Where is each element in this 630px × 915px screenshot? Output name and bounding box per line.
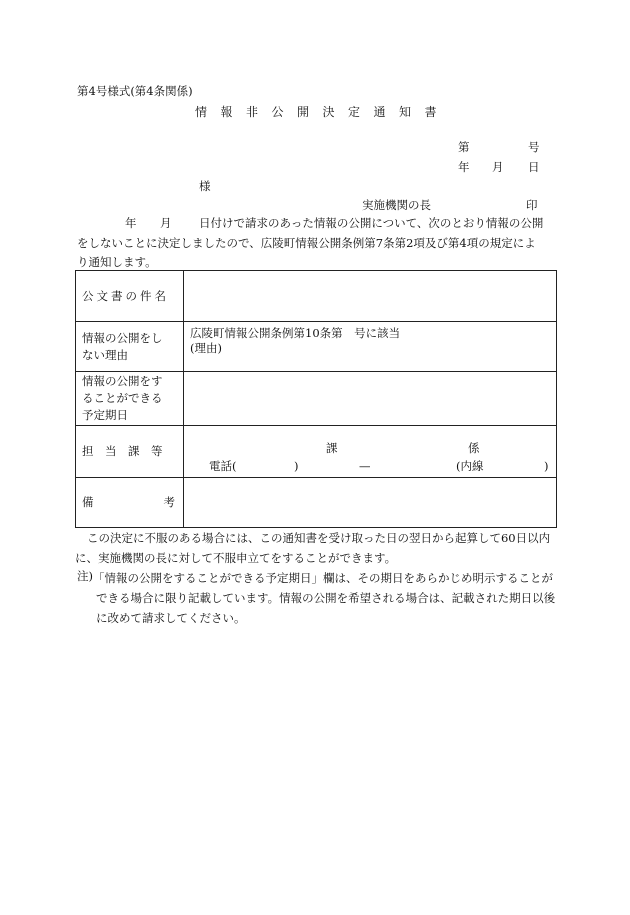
objection-notice: この決定に不服のある場合には、この通知書を受け取った日の翌日から起算して60日以内に、実施機関の長に対して不服申立てをすることができます。 xyxy=(75,531,551,565)
reason-clause: 広陵町情報公開条例第10条第 号に該当 xyxy=(190,326,401,340)
label-department-text: 担 当 課 等 xyxy=(82,444,163,458)
number-label-dai: 第 xyxy=(458,140,470,154)
table-row-department xyxy=(76,426,557,478)
date-nen: 年 xyxy=(458,160,470,174)
label-remarks xyxy=(76,478,184,528)
department-kakari: 係 xyxy=(468,441,480,455)
label-scheduled-date xyxy=(76,372,184,426)
label-subject-text: 公文書の件名 xyxy=(82,288,169,303)
department-ka: 課 xyxy=(326,441,338,455)
number-label-go: 号 xyxy=(528,140,540,154)
label-remarks-b: 考 xyxy=(163,495,175,509)
document-title: 情報非公開決定通知書 xyxy=(195,105,451,119)
label-remarks-a: 備 xyxy=(82,495,94,509)
reason-label: (理由) xyxy=(190,341,222,355)
intro-line2: をしないことに決定しましたので、広陵町情報公開条例第7条第2項及び第4項の規定によ xyxy=(77,236,536,250)
note-text: 「情報の公開をすることができる予定期日」欄は、その期日をあらかじめ明示することができる場合に限り記載しています。情報の公開を希望される場合は、記載された期日以後に改めて請求してください。 xyxy=(93,571,556,625)
form-number: 第4号様式(第4条関係) xyxy=(77,84,193,98)
date-tsuki: 月 xyxy=(492,160,504,174)
extension-close: ) xyxy=(544,459,549,473)
note-prefix: 注) xyxy=(77,569,93,583)
form-table xyxy=(75,270,557,528)
intro-nen: 年 xyxy=(125,216,137,230)
intro-line3: り通知します。 xyxy=(77,255,157,269)
seal-mark: 印 xyxy=(526,198,538,212)
phone-label: 電話( xyxy=(209,459,237,473)
value-reason xyxy=(184,322,557,372)
value-department xyxy=(184,426,557,478)
sender-title: 実施機関の長 xyxy=(362,198,431,212)
label-reason-text: 情報の公開をしない理由 xyxy=(82,330,163,362)
table-row-scheduled-date xyxy=(76,372,557,426)
label-department xyxy=(76,426,184,478)
phone-dash: — xyxy=(359,459,371,473)
phone-close: ) xyxy=(294,459,299,473)
intro-line1-text: 日付けで請求のあった情報の公開について、次のとおり情報の公開 xyxy=(199,216,544,230)
value-subject xyxy=(184,271,557,322)
label-scheduled-date-text: 情報の公開をすることができる予定期日 xyxy=(82,374,163,422)
label-reason xyxy=(76,322,184,372)
table-row-reason xyxy=(76,322,557,372)
label-subject xyxy=(76,271,184,322)
table-row-subject xyxy=(76,271,557,322)
addressee-sama: 様 xyxy=(199,179,211,193)
table-row-remarks xyxy=(76,478,557,528)
date-hi: 日 xyxy=(528,160,540,174)
value-scheduled-date xyxy=(184,372,557,426)
intro-tsuki: 月 xyxy=(160,216,172,230)
extension-label: (内線 xyxy=(456,459,484,473)
value-remarks xyxy=(184,478,557,528)
